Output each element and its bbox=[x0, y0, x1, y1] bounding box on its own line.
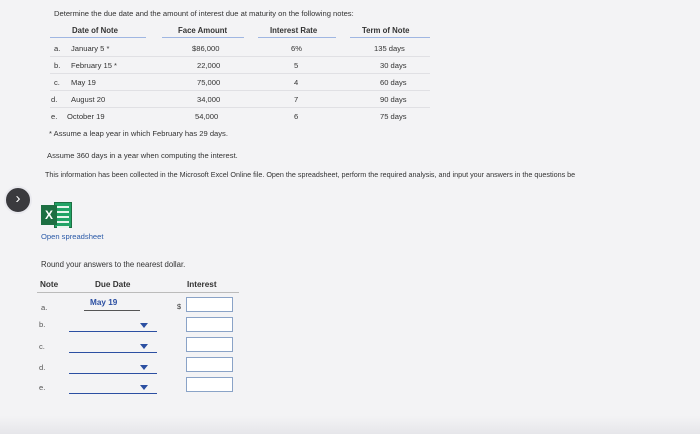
header-underline bbox=[50, 37, 146, 38]
row-label: b. bbox=[54, 61, 61, 70]
chevron-down-icon[interactable] bbox=[140, 365, 148, 370]
chevron-down-icon[interactable] bbox=[140, 385, 148, 390]
note-rate: 6% bbox=[291, 44, 302, 53]
note-amount: 54,000 bbox=[195, 112, 219, 121]
note-amount: 34,000 bbox=[197, 95, 221, 104]
note-amount: 22,000 bbox=[197, 61, 221, 70]
chevron-down-icon[interactable] bbox=[140, 344, 148, 349]
excel-x-badge: X bbox=[41, 205, 57, 225]
answer-row-label: b. bbox=[39, 320, 46, 329]
row-label: d. bbox=[51, 95, 58, 104]
row-label: a. bbox=[54, 44, 61, 53]
open-spreadsheet-link[interactable]: Open spreadsheet bbox=[41, 232, 104, 241]
interest-input-d[interactable] bbox=[186, 357, 233, 372]
note-rate: 7 bbox=[294, 95, 299, 104]
row-label: e. bbox=[51, 112, 58, 121]
row-divider bbox=[50, 90, 430, 91]
leap-year-footnote: * Assume a leap year in which February has 29 days. bbox=[49, 129, 228, 138]
header-interest-rate: Interest Rate bbox=[270, 26, 318, 35]
interest-input-b[interactable] bbox=[186, 317, 233, 332]
question-text: Determine the due date and the amount of interest due at maturity on the following notes: bbox=[54, 9, 354, 18]
note-date: February 15 * bbox=[71, 61, 118, 70]
header-underline bbox=[258, 37, 336, 38]
due-date-a-underline bbox=[84, 310, 140, 311]
note-date: August 20 bbox=[71, 95, 106, 104]
day-count-assumption: Assume 360 days in a year when computing the interest. bbox=[47, 151, 238, 160]
due-date-select-c[interactable] bbox=[69, 352, 157, 353]
row-label: c. bbox=[54, 78, 60, 87]
header-underline bbox=[350, 37, 430, 38]
header-underline bbox=[162, 37, 244, 38]
note-term: 75 days bbox=[380, 112, 407, 121]
spreadsheet-info-text: This information has been collected in the Microsoft Excel Online file. Open the spreadsheet, perform the required analysis, and input your answers in the questions be bbox=[45, 170, 576, 179]
due-date-a: May 19 bbox=[90, 298, 118, 307]
answer-row-label: a. bbox=[41, 303, 48, 312]
answer-header-note: Note bbox=[40, 280, 59, 289]
answer-row-label: e. bbox=[39, 383, 46, 392]
due-date-select-d[interactable] bbox=[69, 373, 157, 374]
interest-input-e[interactable] bbox=[186, 377, 233, 392]
note-rate: 4 bbox=[294, 78, 299, 87]
note-term: 90 days bbox=[380, 95, 407, 104]
row-divider bbox=[50, 73, 430, 74]
due-date-select-b[interactable] bbox=[69, 331, 157, 332]
note-date: October 19 bbox=[67, 112, 105, 121]
chevron-down-icon[interactable] bbox=[140, 323, 148, 328]
note-term: 60 days bbox=[380, 78, 407, 87]
note-date: May 19 bbox=[71, 78, 96, 87]
answer-row-label: d. bbox=[39, 363, 46, 372]
note-date: January 5 * bbox=[71, 44, 110, 53]
note-rate: 5 bbox=[294, 61, 299, 70]
header-date-of-note: Date of Note bbox=[72, 26, 118, 35]
row-divider bbox=[50, 56, 430, 57]
row-divider bbox=[50, 107, 430, 108]
header-term-of-note: Term of Note bbox=[362, 26, 410, 35]
excel-icon[interactable] bbox=[41, 202, 75, 228]
interest-input-a[interactable] bbox=[186, 297, 233, 312]
note-amount: $86,000 bbox=[192, 44, 220, 53]
page-bottom-fade bbox=[0, 416, 700, 434]
note-rate: 6 bbox=[294, 112, 299, 121]
currency-symbol: $ bbox=[177, 302, 182, 311]
header-face-amount: Face Amount bbox=[178, 26, 228, 35]
due-date-select-e[interactable] bbox=[69, 393, 157, 394]
note-term: 30 days bbox=[380, 61, 407, 70]
interest-input-c[interactable] bbox=[186, 337, 233, 352]
answer-header-due-date: Due Date bbox=[95, 280, 131, 289]
rounding-instruction: Round your answers to the nearest dollar. bbox=[41, 260, 186, 269]
note-term: 135 days bbox=[374, 44, 405, 53]
chevron-right-icon[interactable]: › bbox=[4, 186, 32, 214]
note-amount: 75,000 bbox=[197, 78, 221, 87]
answer-row-label: c. bbox=[39, 342, 45, 351]
answer-header-interest: Interest bbox=[187, 280, 217, 289]
answer-header-divider bbox=[37, 292, 239, 293]
